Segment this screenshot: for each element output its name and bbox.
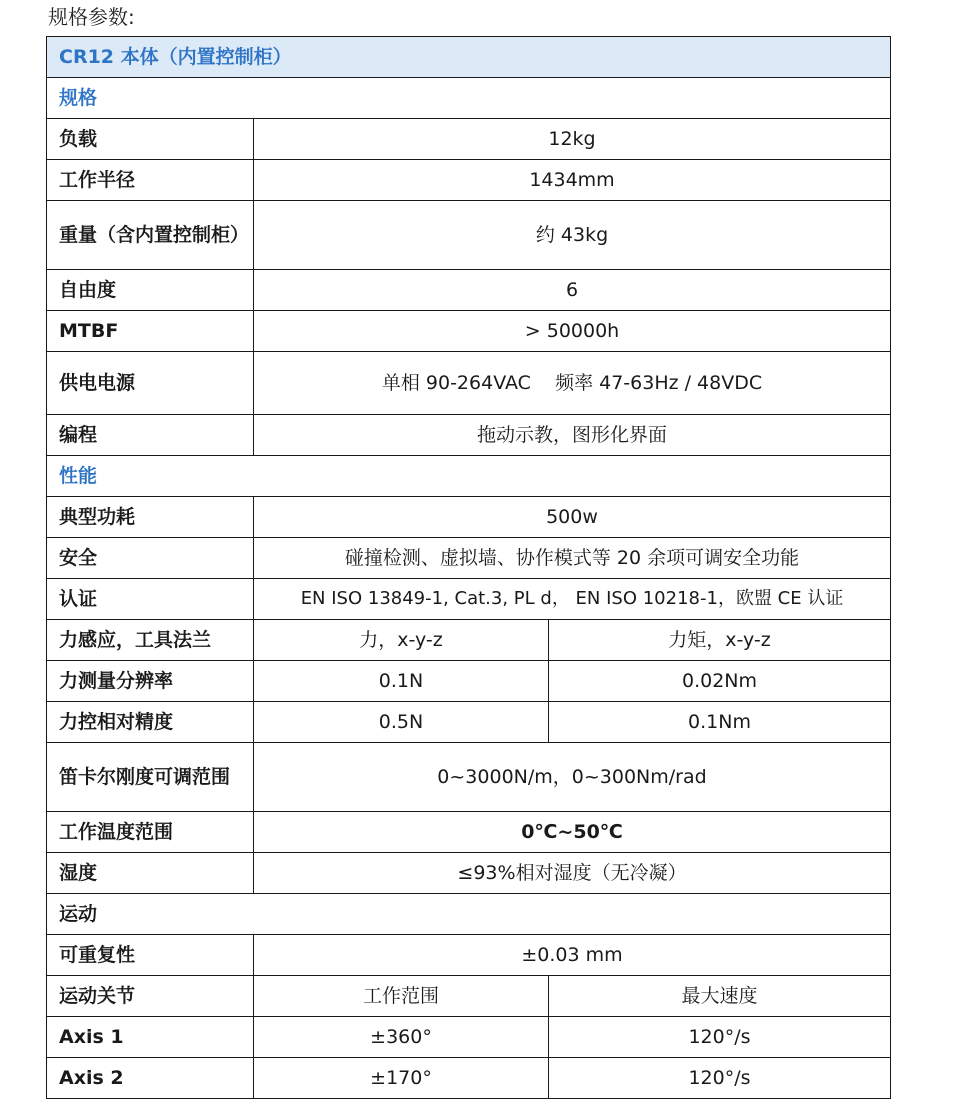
- table-row: [47, 352, 891, 415]
- table-row: [47, 853, 891, 894]
- table-row: [47, 538, 891, 579]
- row-key: 可重复性: [47, 935, 254, 976]
- table-row: [47, 160, 891, 201]
- row-value: 碰撞检测、虚拟墙、协作模式等 20 余项可调安全功能: [254, 538, 891, 579]
- row-value-2: 120°/s: [549, 1017, 891, 1058]
- row-value: 6: [254, 270, 891, 311]
- row-value: 单相 90-264VAC 频率 47-63Hz / 48VDC: [254, 352, 891, 415]
- row-key: 工作温度范围: [47, 812, 254, 853]
- page-heading: 规格参数:: [48, 5, 135, 29]
- row-value-1: 力，x-y-z: [254, 620, 549, 661]
- row-value: 500w: [254, 497, 891, 538]
- row-key: 编程: [47, 415, 254, 456]
- table-title-row: [47, 37, 891, 78]
- row-key: Axis 2: [47, 1058, 254, 1099]
- row-value: ±0.03 mm: [254, 935, 891, 976]
- section-motion: 运动: [47, 894, 891, 935]
- table-row: [47, 270, 891, 311]
- table-title: CR12 本体（内置控制柜）: [47, 37, 891, 78]
- row-key: 重量（含内置控制柜）: [47, 201, 254, 270]
- section-perf: 性能: [47, 456, 891, 497]
- row-key: 工作半径: [47, 160, 254, 201]
- table-row: [47, 415, 891, 456]
- table-row: [47, 812, 891, 853]
- table-row: [47, 201, 891, 270]
- row-value: 拖动示教，图形化界面: [254, 415, 891, 456]
- row-value-1: ±170°: [254, 1058, 549, 1099]
- row-value-2: 120°/s: [549, 1058, 891, 1099]
- section-spec: 规格: [47, 78, 891, 119]
- row-key: Axis 1: [47, 1017, 254, 1058]
- row-key: 力测量分辨率: [47, 661, 254, 702]
- row-value: 0℃~50℃: [254, 812, 891, 853]
- row-key: 力感应，工具法兰: [47, 620, 254, 661]
- row-key: 负载: [47, 119, 254, 160]
- table-row: [47, 1058, 891, 1099]
- row-key: 安全: [47, 538, 254, 579]
- row-value-2: 0.02Nm: [549, 661, 891, 702]
- row-key: 供电电源: [47, 352, 254, 415]
- row-key: 自由度: [47, 270, 254, 311]
- row-value-2: 力矩，x-y-z: [549, 620, 891, 661]
- table-row: [47, 935, 891, 976]
- section-row: [47, 894, 891, 935]
- row-key: 典型功耗: [47, 497, 254, 538]
- section-row: [47, 456, 891, 497]
- table-row: [47, 119, 891, 160]
- row-value: 约 43kg: [254, 201, 891, 270]
- table-row: [47, 743, 891, 812]
- row-value: 12kg: [254, 119, 891, 160]
- row-value: 0~3000N/m，0~300Nm/rad: [254, 743, 891, 812]
- table-row: [47, 620, 891, 661]
- row-value-1: 0.5N: [254, 702, 549, 743]
- section-row: [47, 78, 891, 119]
- row-value: EN ISO 13849-1, Cat.3, PL d， EN ISO 10218-1，欧盟 CE 认证: [254, 579, 891, 620]
- row-key: 运动关节: [47, 976, 254, 1017]
- table-row: [47, 661, 891, 702]
- table-row: [47, 1017, 891, 1058]
- row-value-1: 工作范围: [254, 976, 549, 1017]
- table-row: [47, 702, 891, 743]
- row-value: 1434mm: [254, 160, 891, 201]
- row-value-1: 0.1N: [254, 661, 549, 702]
- row-key: MTBF: [47, 311, 254, 352]
- table-row: [47, 976, 891, 1017]
- row-value-2: 最大速度: [549, 976, 891, 1017]
- spec-table: [46, 36, 891, 1099]
- row-value: > 50000h: [254, 311, 891, 352]
- row-key: 湿度: [47, 853, 254, 894]
- row-value-1: ±360°: [254, 1017, 549, 1058]
- table-row: [47, 497, 891, 538]
- row-key: 认证: [47, 579, 254, 620]
- row-value: ≤93%相对湿度（无冷凝）: [254, 853, 891, 894]
- row-key: 笛卡尔刚度可调范围: [47, 743, 254, 812]
- row-value-2: 0.1Nm: [549, 702, 891, 743]
- table-row: [47, 579, 891, 620]
- row-key: 力控相对精度: [47, 702, 254, 743]
- table-row: [47, 311, 891, 352]
